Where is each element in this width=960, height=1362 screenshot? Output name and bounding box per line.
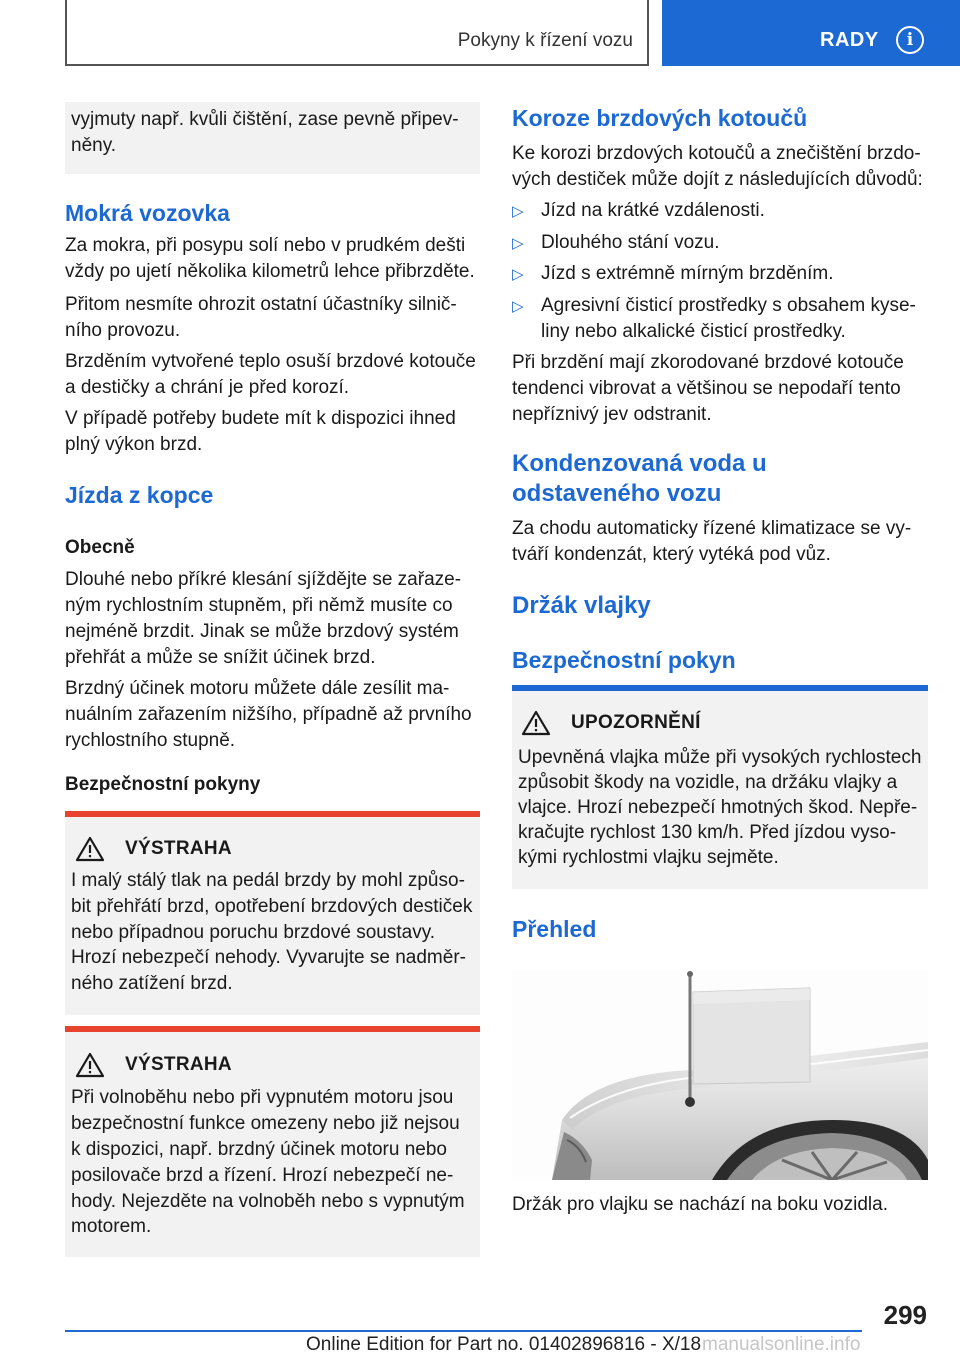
warning2-line-5: hody. Nejezděte na volnoběh nebo s vypnutým <box>71 1191 465 1212</box>
corrosion-intro-2: vých destiček může dojít z následujících důvodů: <box>512 169 923 190</box>
warning-title-2: VÝSTRAHA <box>125 1054 232 1075</box>
header-tab-rady[interactable] <box>662 0 960 66</box>
warning1-line-1: I malý stálý tlak na pedál brzdy by mohl způso- <box>71 870 465 891</box>
bullet-triangle-icon: ▷ <box>512 235 524 252</box>
wet-line-7: V případě potřeby budete mít k dispozici ihned <box>65 408 456 429</box>
warning-triangle-icon <box>75 1052 105 1078</box>
wet-line-2: vždy po ujetí několika kilometrů lehce přibrzděte. <box>65 261 475 282</box>
caution-title: UPOZORNĚNÍ <box>571 712 701 733</box>
downhill-line-5: Brzdný účinek motoru můžete dále zesílit ma- <box>65 678 450 699</box>
heading-flag-safety: Bezpečnostní pokyn <box>512 647 736 673</box>
warning1-line-2: bit přehřátí brzd, opotřebení brzdových destiček <box>71 896 473 917</box>
warning2-line-4: posilovače brzd a řízení. Hrozí nebezpečí ne- <box>71 1165 454 1186</box>
flag-holder-illustration <box>512 970 928 1180</box>
warning-header-1 <box>75 836 232 862</box>
downhill-line-6: nuálním zařazením nižšího, případně až prvního <box>65 704 472 725</box>
warning-triangle-icon <box>75 836 105 862</box>
condensate-line-1: Za chodu automaticky řízené klimatizace se vy- <box>512 518 912 539</box>
downhill-line-3: nejméně brzdit. Jinak se může brzdový systém <box>65 621 459 642</box>
bullet-2: Dlouhého stání vozu. <box>541 232 720 253</box>
continued-line-1: vyjmuty např. kvůli čištění, zase pevně připev- <box>71 109 459 130</box>
downhill-line-7: rychlostního stupně. <box>65 730 236 751</box>
bullet-triangle-icon: ▷ <box>512 266 524 283</box>
warning2-line-3: k dispozici, např. brzdný účinek motoru nebo <box>71 1139 447 1160</box>
heading-condensate-2: odstaveného vozu <box>512 480 722 507</box>
warning2-line-6: motorem. <box>71 1216 152 1237</box>
heading-safety: Bezpečnostní pokyny <box>65 774 261 795</box>
bullet-triangle-icon: ▷ <box>512 203 524 220</box>
wet-line-4: ního provozu. <box>65 320 181 341</box>
heading-flag-holder: Držák vlajky <box>512 592 651 619</box>
warning1-line-5: ného zatížení brzd. <box>71 973 233 994</box>
bullet-triangle-icon: ▷ <box>512 298 524 315</box>
corrosion-outro-3: nepříznivý jev odstranit. <box>512 404 712 425</box>
continued-line-2: něny. <box>71 135 117 156</box>
edition-text: Online Edition for Part no. 01402896816 - X/18 <box>306 1334 702 1355</box>
tab-label-rady: RADY <box>820 29 879 51</box>
warning-triangle-icon <box>521 710 551 736</box>
caution-line-1: Upevněná vlajka může při vysokých rychlostech <box>518 747 922 768</box>
warning1-line-4: Hrozí nebezpečí nehody. Vyvarujte se nadměr- <box>71 947 466 968</box>
downhill-line-4: přehřát a může se snížit účinek brzd. <box>65 647 376 668</box>
caution-line-2: způsobit škody na vozidle, na držáku vlajky a <box>518 772 898 793</box>
heading-overview: Přehled <box>512 916 597 942</box>
warning1-line-3: nebo případnou poruchu brzdové soustavy. <box>71 922 436 943</box>
caution-line-4: kračujte rychlost 130 km/h. Před jízdou vyso- <box>518 822 897 843</box>
chapter-title: Pokyny k řízení vozu <box>457 30 633 51</box>
page-number: 299 <box>883 1300 927 1330</box>
caution-line-5: kými rychlostmi vlajku sejměte. <box>518 847 779 868</box>
info-icon: i <box>896 26 924 54</box>
flag-caption: Držák pro vlajku se nachází na boku vozidla. <box>512 1194 888 1215</box>
corrosion-outro-2: tendenci vibrovat a většinou se nepodaří tento <box>512 378 901 399</box>
bullet-4-line-1: Agresivní čisticí prostředky s obsahem kyse- <box>541 295 916 316</box>
watermark-text: manualsonline.info <box>702 1334 861 1355</box>
downhill-line-2: ným rychlostním stupněm, při němž musíte co <box>65 595 453 616</box>
corrosion-intro-1: Ke korozi brzdových kotoučů a znečištění brzdo- <box>512 143 921 164</box>
footer-divider <box>65 1330 862 1332</box>
heading-downhill: Jízda z kopce <box>65 482 214 508</box>
wet-line-6: a destičky a chrání je před korozí. <box>65 377 350 398</box>
wet-line-8: plný výkon brzd. <box>65 434 203 455</box>
heading-general: Obecně <box>65 537 135 558</box>
wet-line-3: Přitom nesmíte ohrozit ostatní účastníky silnič- <box>65 294 457 315</box>
heading-corrosion: Koroze brzdových kotoučů <box>512 105 808 131</box>
heading-condensate-1: Kondenzovaná voda u <box>512 450 767 477</box>
downhill-line-1: Dlouhé nebo příkré klesání sjíždějte se zařaze- <box>65 569 462 590</box>
warning-title-1: VÝSTRAHA <box>125 838 232 859</box>
wet-line-1: Za mokra, při posypu solí nebo v prudkém dešti <box>65 235 466 256</box>
caution-line-3: vlajce. Hrozí nebezpečí hmotných škod. Nepře- <box>518 797 918 818</box>
bullet-4-line-2: liny nebo alkalické čisticí prostředky. <box>541 321 846 342</box>
condensate-line-2: tváří kondenzát, který vytéká pod vůz. <box>512 544 831 565</box>
caution-header <box>521 710 701 736</box>
bullet-1: Jízd na krátké vzdálenosti. <box>541 200 765 221</box>
heading-wet-road: Mokrá vozovka <box>65 200 230 226</box>
warning2-line-2: bezpečnostní funkce omezeny nebo již nejsou <box>71 1113 460 1134</box>
header-title-box <box>65 0 649 66</box>
warning-header-2 <box>75 1052 232 1078</box>
wet-line-5: Brzděním vytvořené teplo osuší brzdové kotouče <box>65 351 476 372</box>
corrosion-outro-1: Při brzdění mají zkorodované brzdové kotouče <box>512 352 904 373</box>
bullet-3: Jízd s extrémně mírným brzděním. <box>541 263 834 284</box>
warning2-line-1: Při volnoběhu nebo při vypnutém motoru jsou <box>71 1087 454 1108</box>
